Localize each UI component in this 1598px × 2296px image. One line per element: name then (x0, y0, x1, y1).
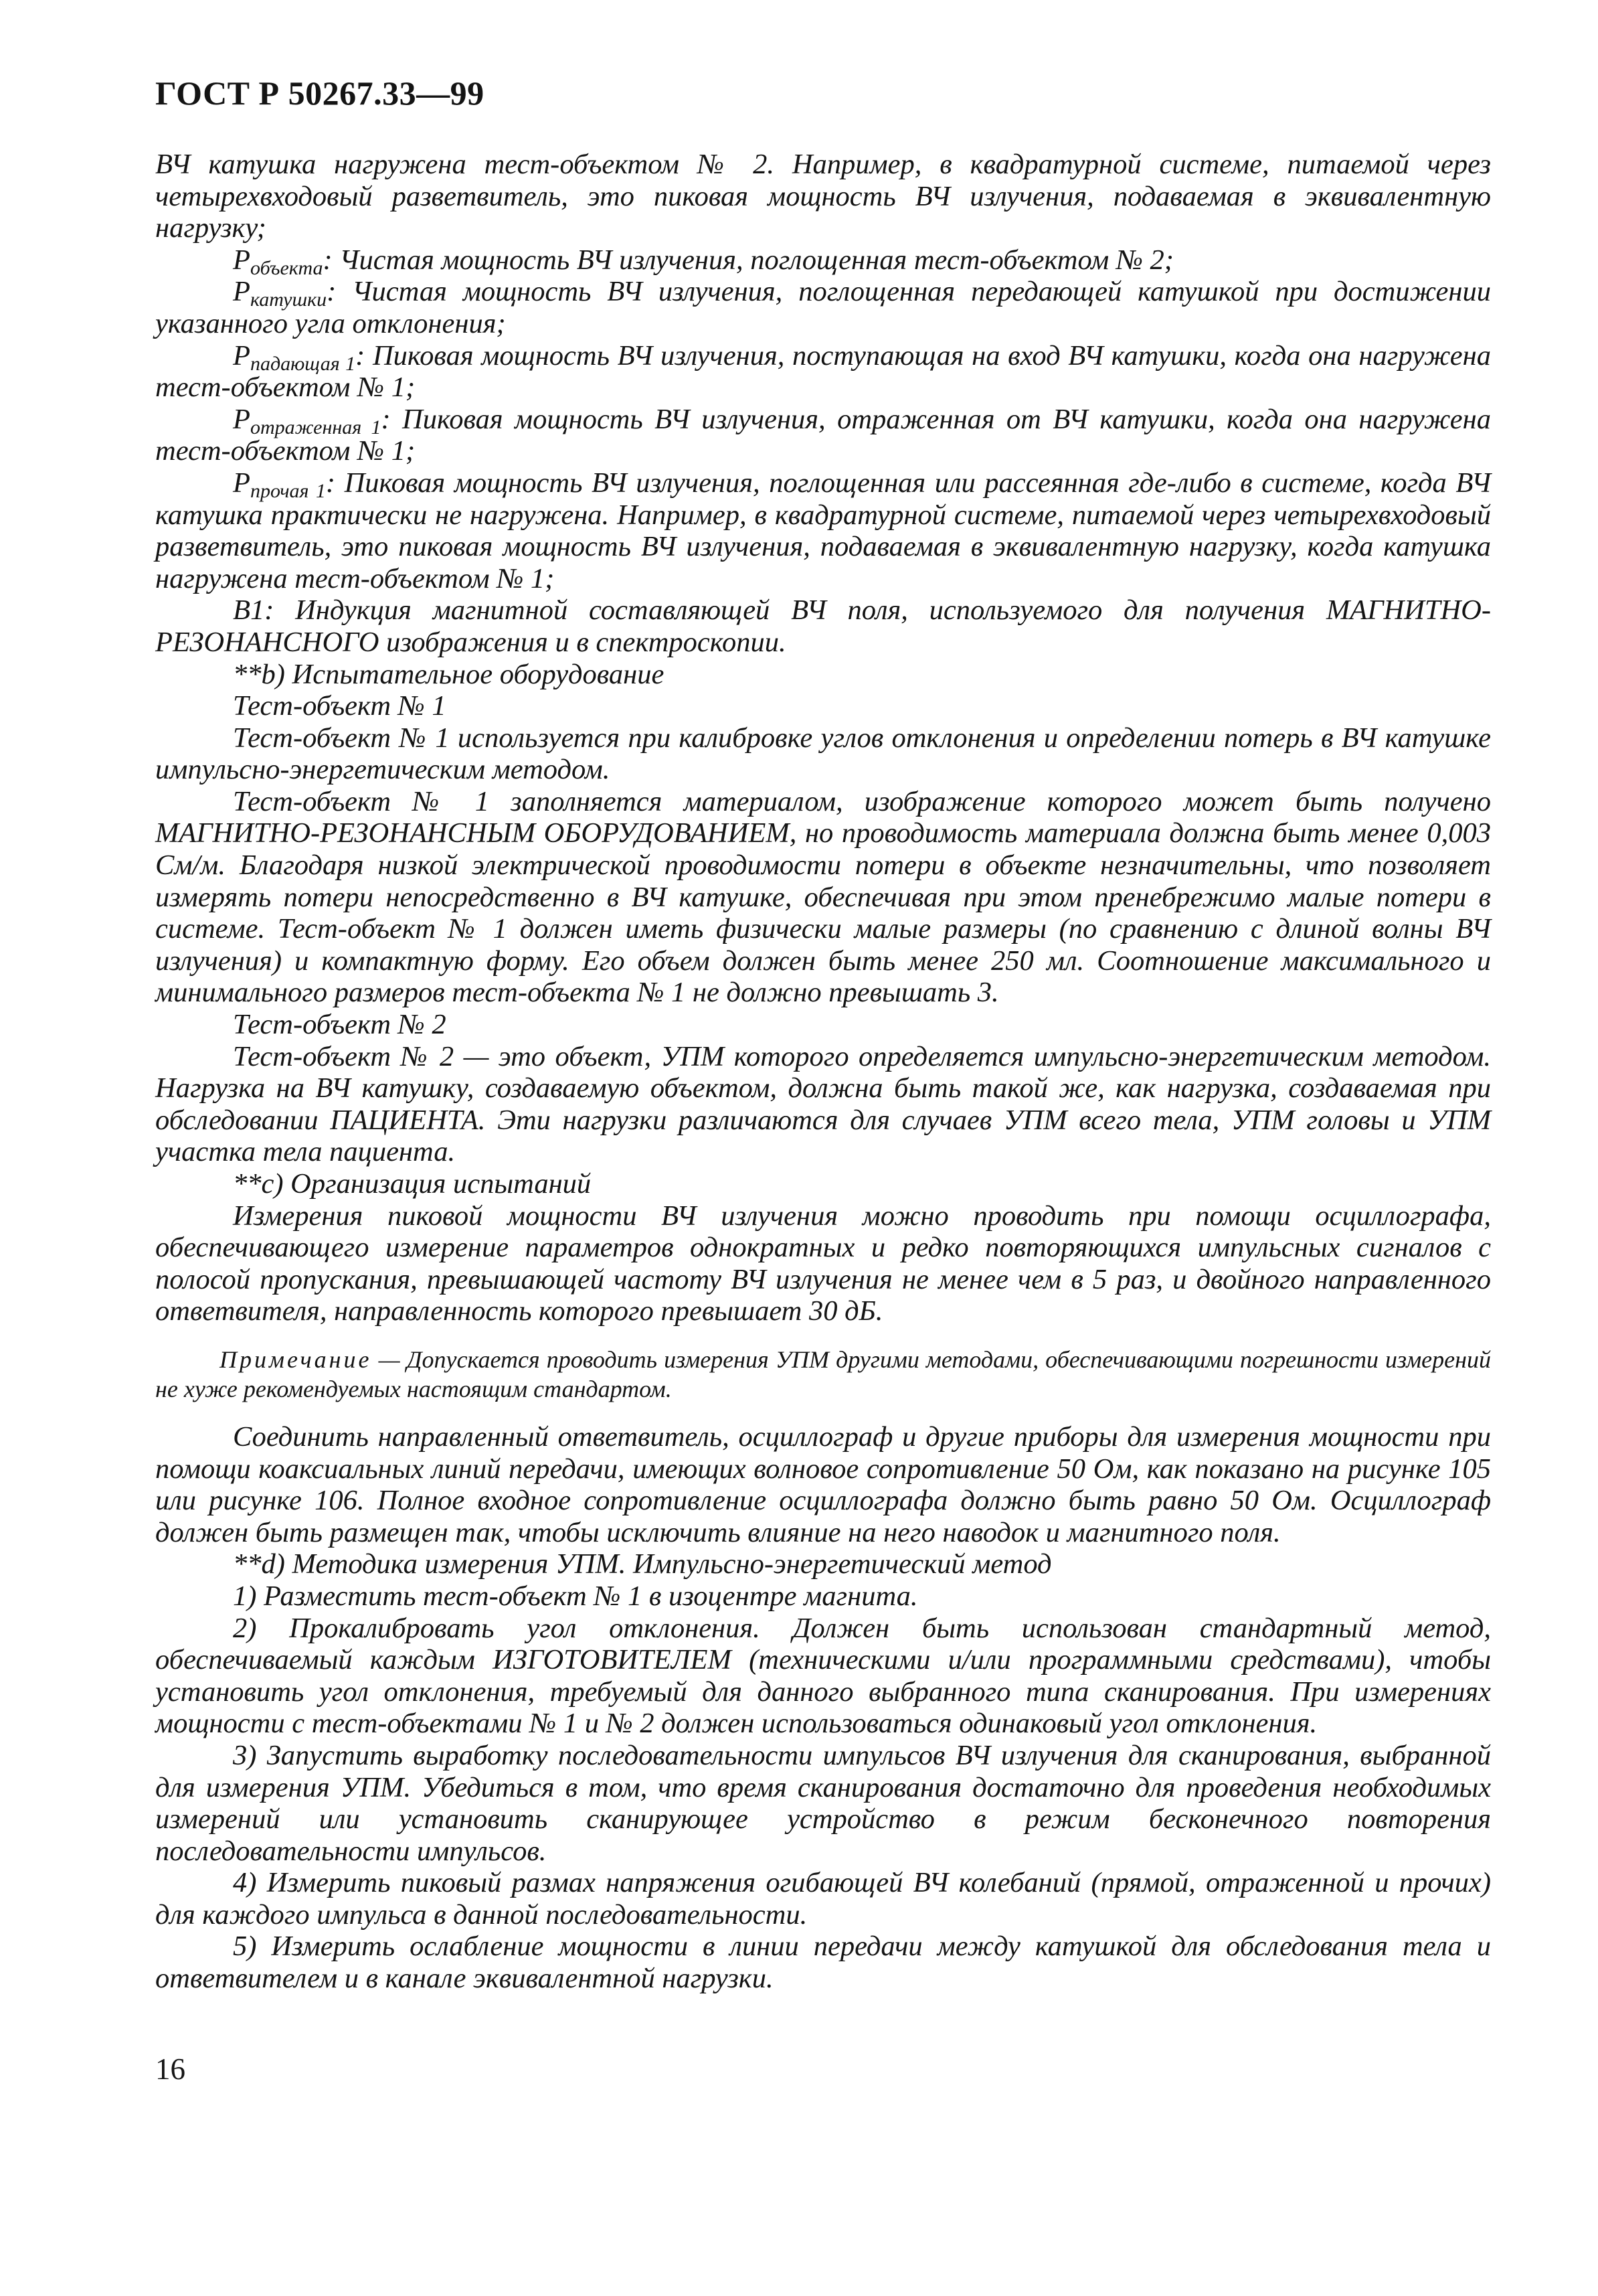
definition-b1: B1: Индукция магнитной составляющей ВЧ поля, используемого для получения МАГНИТНО-РЕЗОНАНСНОГО изображения и в спектроскопии. (155, 594, 1491, 658)
definition-p-incident: $P_{падающая 1}$: Пиковая мощность ВЧ излучения, поступающая на вход ВЧ катушки, когда она нагружена тест-объектом № 1; (155, 339, 1491, 404)
definition-p-object: $P_{объекта}$: Чистая мощность ВЧ излучения, поглощенная тест-объектом № 2; (233, 244, 1174, 279)
test-object-1-description: Тест-объект № 1 заполняется материалом, изображение которого может быть получено МАГНИТНО-РЕЗОНАНСНЫМ ОБОРУДОВАНИЕМ, но проводимость материала должна быть менее 0,003 См/м. Благодаря низкой электрической проводимости потери в объекте незначительны, что позволяет измерять потери непосредственно в ВЧ катушке, обеспечивая при этом пренебрежимо малые потери в системе. Тест-объект № 1 должен иметь физически малые размеры (по сравнению с длиной волны ВЧ излучения) и компактную форму. Его объем должен быть менее 250 мл. Соотношение максимального и минимального размеров тест-объекта № 1 не должно превышать 3. (155, 785, 1491, 1009)
organization-paragraph-2: Соединить направленный ответвитель, осциллограф и другие приборы для измерения мощности при помощи коаксиальных линий передачи, имеющих волновое сопротивление 50 Ом, как показано на рисунке 105 или рисунке 106. Полное входное сопротивление осциллографа должно быть равно 50 Ом. Осциллограф должен быть размещен так, чтобы исключить влияние на него наводок и магнитного поля. (155, 1420, 1491, 1548)
section-heading-d: **d) Методика измерения УПМ. Импульсно-энергетический метод (233, 1548, 1052, 1580)
page-number: 16 (155, 2052, 185, 2086)
definition-continuation: ВЧ катушка нагружена тест-объектом № 2. Например, в квадратурной системе, питаемой через четырехвходовый разветвитель, это пиковая мощность ВЧ излучения, подаваемая в эквивалентную нагрузку; (155, 149, 1491, 244)
section-heading-c: **c) Организация испытаний (233, 1168, 592, 1200)
method-step-4: 4) Измерить пиковый размах напряжения огибающей ВЧ колебаний (прямой, отраженной и прочих) для каждого импульса в данной последовательности. (155, 1867, 1491, 1931)
note-label: Примечание (219, 1345, 372, 1373)
page-header: ГОСТ Р 50267.33—99 (155, 74, 484, 112)
test-object-1-title: Тест-объект № 1 (233, 690, 446, 722)
section-heading-b: **b) Испытательное оборудование (233, 658, 664, 690)
definition-p-coil: $P_{катушки}$: Чистая мощность ВЧ излучения, поглощенная передающей катушкой при достижении указанного угла отклонения; (155, 276, 1491, 339)
definition-p-other: $P_{прочая 1}$: Пиковая мощность ВЧ излучения, поглощенная или рассеянная где-либо в системе, когда ВЧ катушка практически не нагружена. Например, в квадратурной системе, питаемой через четырехвходовый разветвитель, это пиковая мощность ВЧ излучения, подаваемая в эквивалентную нагрузку, когда катушка нагружена тест-объектом № 1; (155, 467, 1492, 594)
note-text: — Допускается проводить измерения УПМ другими методами, обеспечивающими погрешности измерений не хуже рекомендуемых настоящим стандартом. (155, 1345, 1491, 1402)
test-object-2-title: Тест-объект № 2 (233, 1009, 446, 1041)
document-body (155, 149, 1491, 1995)
method-step-3: 3) Запустить выработку последовательности импульсов ВЧ излучения для сканирования, выбранной для измерения УПМ. Убедиться в том, что время сканирования достаточно для проведения необходимых измерений или установить сканирующее устройство в режим бесконечного повторения последовательности импульсов. (155, 1739, 1491, 1867)
test-object-2-description: Тест-объект № 2 — это объект, УПМ которого определяется импульсно-энергетическим методом. Нагрузка на ВЧ катушку, создаваемую объектом, должна быть такой же, как нагрузка, создаваемая при обследовании ПАЦИЕНТА. Эти нагрузки различаются для случаев УПМ всего тела, УПМ головы и УПМ участка тела пациента. (155, 1040, 1491, 1168)
method-step-2: 2) Прокалибровать угол отклонения. Должен быть использован стандартный метод, обеспечиваемый каждым ИЗГОТОВИТЕЛЕМ (техническими и/или программными средствами), чтобы установить угол отклонения, требуемый для данного выбранного типа сканирования. При измерениях мощности с тест-объектами № 1 и № 2 должен использоваться одинаковый угол отклонения. (155, 1612, 1491, 1740)
method-step-1: 1) Разместить тест-объект № 1 в изоцентре магнита. (233, 1580, 918, 1612)
note (155, 1345, 1491, 1404)
definition-p-reflected: $P_{отраженная 1}$: Пиковая мощность ВЧ излучения, отраженная от ВЧ катушки, когда она нагружена тест-объектом № 1; (155, 403, 1491, 467)
organization-paragraph-1: Измерения пиковой мощности ВЧ излучения можно проводить при помощи осциллографа, обеспечивающего измерение параметров однократных и редко повторяющихся импульсных сигналов с полосой пропускания, превышающей частоту ВЧ излучения не менее чем в 5 раз, и двойного направленного ответвителя, направленность которого превышает 30 дБ. (155, 1200, 1491, 1327)
test-object-1-purpose: Тест-объект № 1 используется при калибровке углов отклонения и определении потерь в ВЧ катушке импульсно-энергетическим методом. (155, 722, 1491, 786)
method-step-5: 5) Измерить ослабление мощности в линии передачи между катушкой для обследования тела и ответвителем и в канале эквивалентной нагрузки. (155, 1931, 1491, 1995)
